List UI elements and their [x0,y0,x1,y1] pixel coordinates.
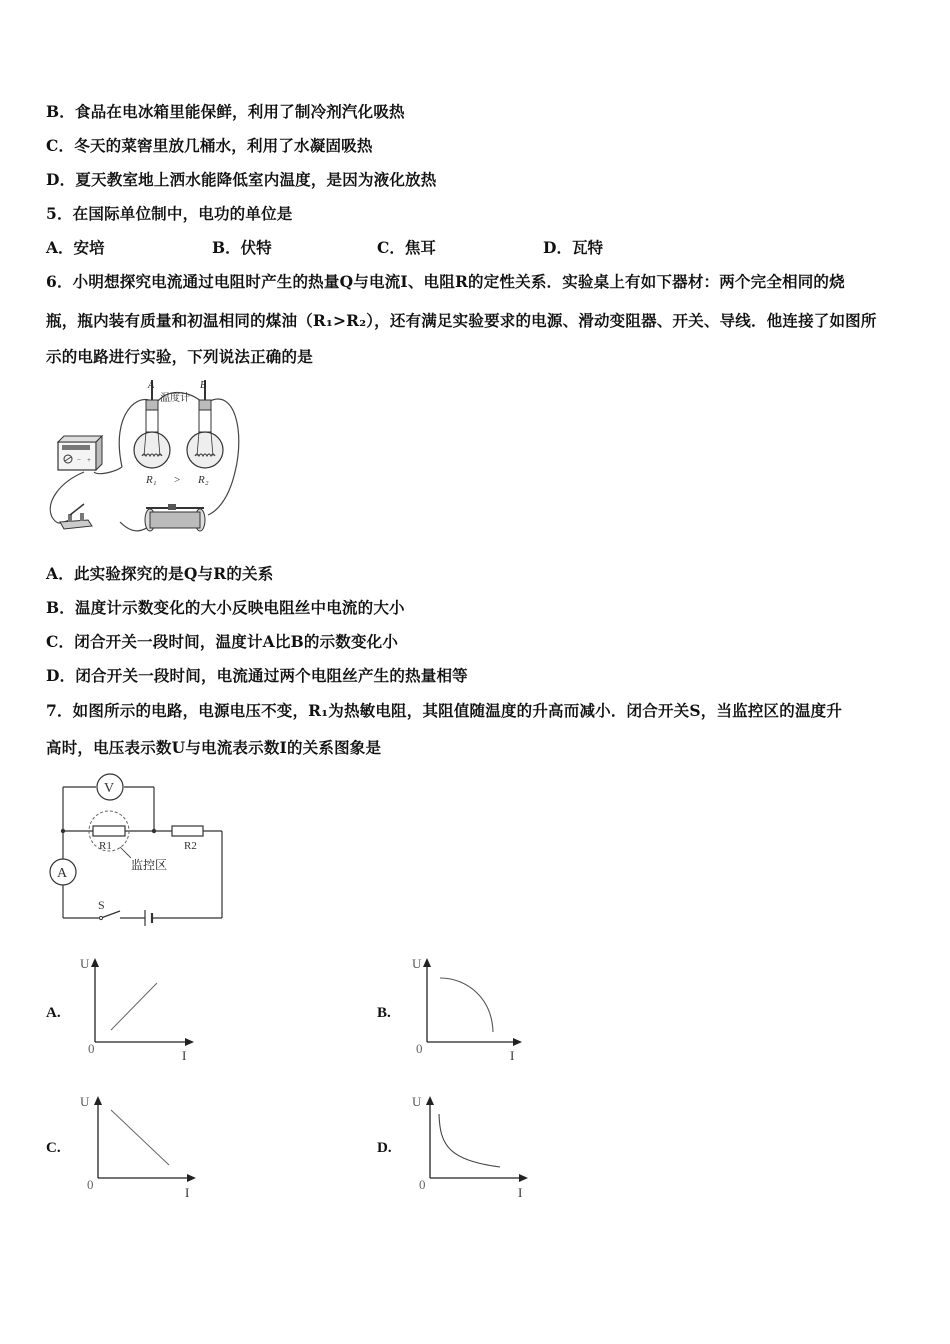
r2-label: R2 [184,840,197,852]
graph-c [80,1090,200,1202]
option-text: 此实验探究的是Q与R的关系 [73,564,274,583]
option-label: D． [46,170,76,189]
graph-a [80,952,200,1064]
q4-option-d [46,170,436,190]
y-axis-label: U [80,1094,90,1109]
r2-resistor-icon [172,826,203,836]
graph-d [410,1090,540,1202]
knife-switch-icon [60,504,92,529]
option-label: A． [46,564,74,583]
q6-stem-line-2: 瓶，瓶内装有质量和初温相同的煤油（R₁>R₂），还有满足实验要求的电源、滑动变阻器、开关、导线．他连接了如图所 [46,311,877,330]
q6-option-b [46,598,405,618]
q6-option-d [46,666,468,686]
x-axis-label: I [518,1185,523,1200]
q7-stem-line-1: 7．如图所示的电路，电源电压不变，R₁为热敏电阻，其阻值随温度的升高而减小．闭合开关S，当监控区的温度升 [46,701,843,720]
x-axis-label: I [182,1048,187,1063]
rheostat-icon [145,504,205,531]
option-label: B． [212,238,241,257]
graph-d-label: D. [377,1140,392,1156]
q7-circuit-diagram [40,770,240,930]
origin-label: 0 [88,1041,95,1056]
q4-option-c [46,136,373,156]
option-text: 闭合开关一段时间，电流通过两个电阻丝产生的热量相等 [75,666,468,685]
option-text: 温度计示数变化的大小反映电阻丝中电流的大小 [75,598,405,617]
graph-a-label: A. [46,1005,61,1021]
ammeter-label: A [57,866,68,881]
thermometer-label: 温度计 [160,393,190,404]
x-axis-label: I [185,1185,190,1200]
graph-b-label: B. [377,1005,391,1021]
option-label: C． [377,238,405,257]
option-text: 食品在电冰箱里能保鲜，利用了制冷剂汽化吸热 [75,102,405,121]
option-text: 安培 [73,238,105,257]
svg-text:+: + [87,456,91,464]
q5-option-d [543,238,603,258]
option-label: C． [46,632,75,651]
voltmeter-label: V [104,781,115,796]
q7-stem-line-2: 高时，电压表示数U与电流表示数I的关系图象是 [46,738,382,757]
q6-option-c [46,632,398,652]
switch-label: S [98,898,105,912]
graph-b [412,952,532,1064]
flask-r2-icon [187,380,223,468]
r2-label: R₂ [198,474,209,486]
q5-options [46,238,906,258]
origin-label: 0 [87,1177,94,1192]
option-text: 焦耳 [404,238,436,257]
option-label: A． [46,238,74,257]
q5-stem: 5．在国际单位制中，电功的单位是 [46,204,293,223]
q4-option-b [46,102,405,122]
q5-option-a [46,238,105,258]
q6-apparatus-figure [40,372,300,547]
y-axis-label: U [80,956,90,971]
x-axis-label: I [510,1048,515,1063]
r1-label: R₁ [146,474,157,486]
q6-stem-line-3: 示的电路进行实验，下列说法正确的是 [46,347,313,366]
svg-text:−: − [77,456,81,464]
q6-option-a [46,564,273,584]
power-supply-icon [58,436,102,470]
thermometer-b-label: B [200,380,207,391]
option-label: D． [543,238,572,257]
thermometer-a-label: A [148,380,155,391]
q5-option-c [377,238,436,258]
option-text: 伏特 [240,238,272,257]
monitor-zone-label: 监控区 [131,858,168,872]
q6-stem-line-1: 6．小明想探究电流通过电阻时产生的热量Q与电流I、电阻R的定性关系．实验桌上有如下器材：两个完全相同的烧 [46,272,845,291]
option-label: B． [46,598,76,617]
option-text: 冬天的菜窖里放几桶水，利用了水凝固吸热 [74,136,373,155]
y-axis-label: U [412,1094,422,1109]
q5-option-b [212,238,272,258]
option-text: 瓦特 [571,238,603,257]
r1-resistor-icon [93,826,125,836]
origin-label: 0 [419,1177,426,1192]
option-text: 夏天教室地上洒水能降低室内温度，是因为液化放热 [75,170,437,189]
option-label: B． [46,102,76,121]
origin-label: 0 [416,1041,423,1056]
option-label: C． [46,136,75,155]
graph-c-label: C. [46,1140,61,1156]
compare-symbol: > [174,474,181,486]
option-text: 闭合开关一段时间，温度计A比B的示数变化小 [74,632,399,651]
y-axis-label: U [412,956,422,971]
option-label: D． [46,666,76,685]
r1-label: R1 [99,840,112,852]
